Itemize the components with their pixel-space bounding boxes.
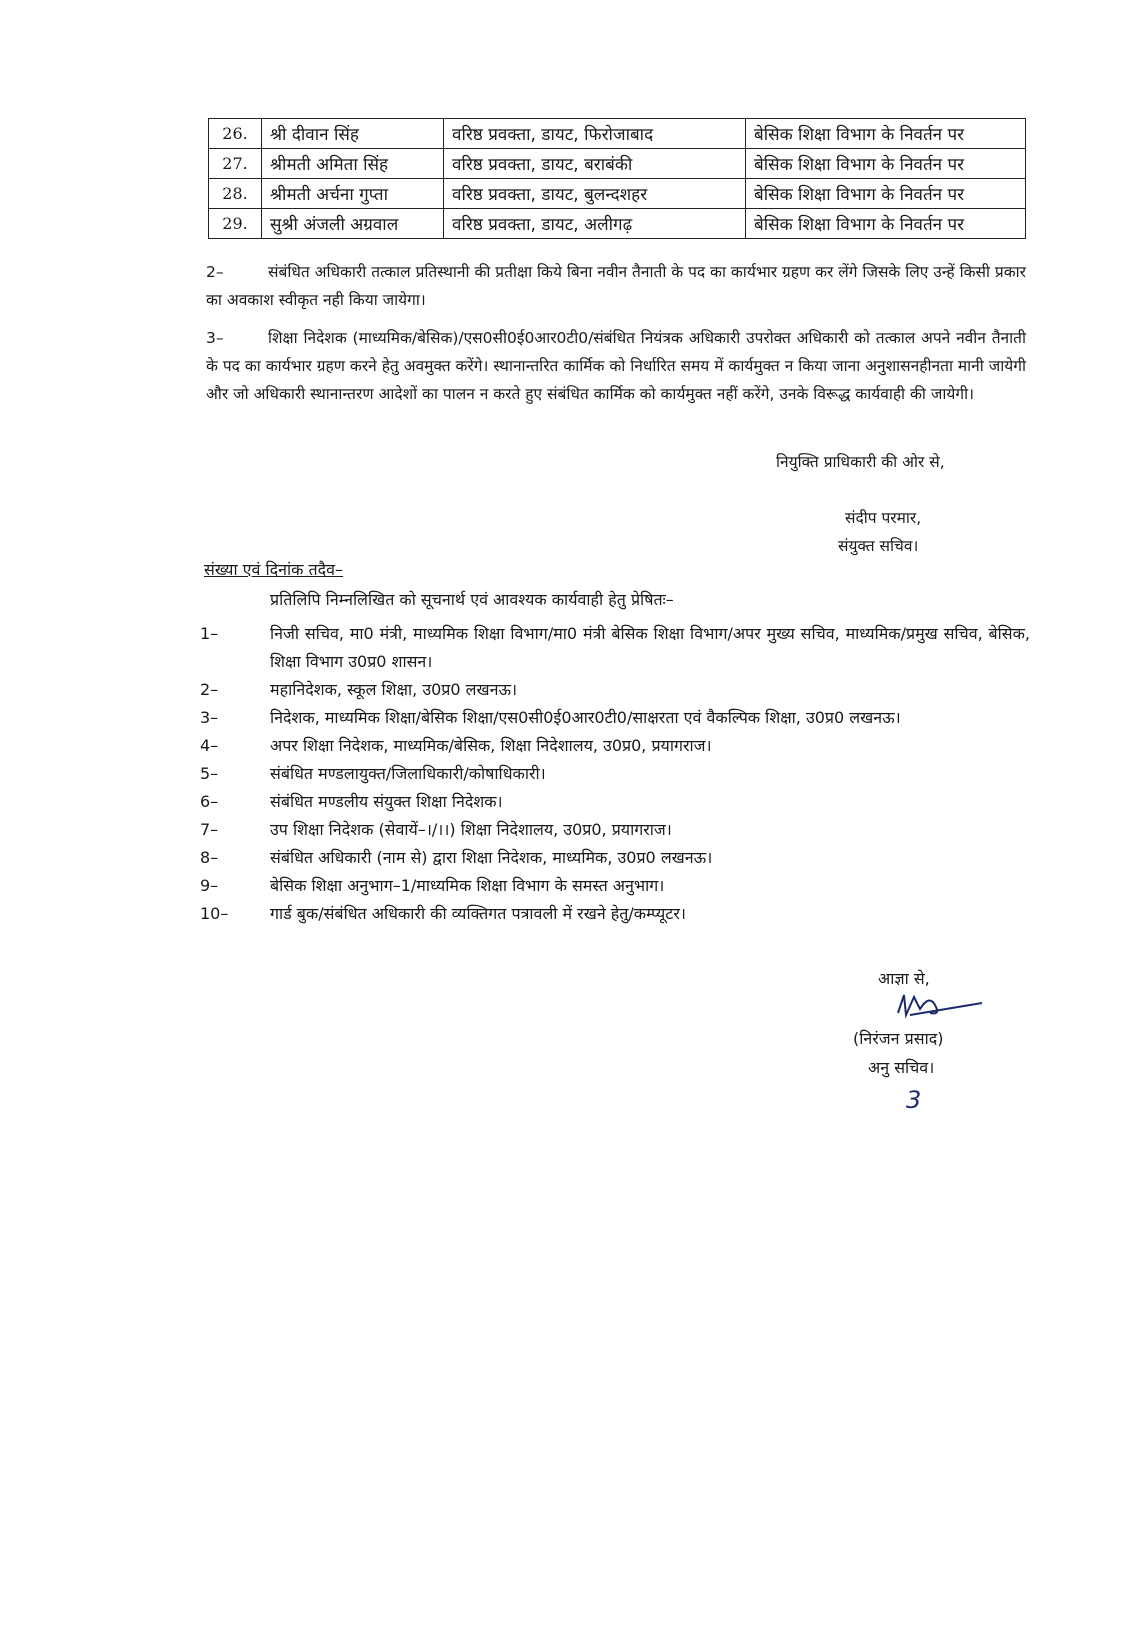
paragraph-3-text: शिक्षा निदेशक (माध्यमिक/बेसिक)/एस0सी0ई0आर0टी0/संबंधित नियंत्रक अधिकारी उपरोक्त अधिकारी को तत्काल अपने नवीन तैनाती के पद का कार्यभार ग्रहण करने हेतु अवमुक्त करेंगे। स्थानान्तरित कार्मिक को निर्धारित समय में कार्यमुक्त न किया जाना अनुशासनहीनता मानी जायेगी और जो अधिकारी स्थानान्तरण आदेशों का पालन न करते हुए संबंधित कार्मिक को कार्यमुक्त नहीं करेंगे, उनके विरूद्ध कार्यवाही की जायेगी। (206, 329, 1026, 403)
remark: बेसिक शिक्षा विभाग के निवर्तन पर (746, 149, 1026, 179)
signatory-name: संदीप परमार, (845, 509, 922, 527)
list-item (200, 760, 1030, 788)
list-item-number: 8– (200, 848, 219, 867)
paragraph-2-text: संबंधित अधिकारी तत्काल प्रतिस्थानी की प्रतीक्षा किये बिना नवीन तैनाती के पद का कार्यभार ग्रहण कर लेंगे जिसके लिए उन्हें किसी प्रकार का अवकाश स्वीकृत नही किया जायेगा। (206, 263, 1026, 309)
list-item-number: 1– (200, 624, 219, 643)
list-item-text: उप शिक्षा निदेशक (सेवायें–।/।।) शिक्षा निदेशालय, उ0प्र0, प्रयागराज। (270, 820, 672, 839)
authority-line: नियुक्ति प्राधिकारी की ओर से, (776, 453, 945, 471)
remark: बेसिक शिक्षा विभाग के निवर्तन पर (746, 179, 1026, 209)
list-item (200, 732, 1030, 760)
table-row (209, 149, 1026, 179)
employee-name: सुश्री अंजली अग्रवाल (262, 209, 444, 239)
list-item-number: 6– (200, 792, 219, 811)
paragraph-3 (206, 324, 1026, 408)
list-item-number: 7– (200, 820, 219, 839)
paragraph-2 (206, 258, 1026, 314)
list-item-text: गार्ड बुक/संबंधित अधिकारी की व्यक्तिगत पत्रावली में रखने हेतु/कम्प्यूटर। (270, 904, 686, 923)
list-item (200, 900, 1030, 928)
list-item-text: अपर शिक्षा निदेशक, माध्यमिक/बेसिक, शिक्षा निदेशालय, उ0प्र0, प्रयागराज। (270, 736, 712, 755)
paragraph-3-number: 3– (206, 329, 224, 347)
employee-name: श्रीमती अमिता सिंह (262, 149, 444, 179)
list-item-number: 3– (200, 708, 219, 727)
list-item (200, 620, 1030, 676)
list-item-text: महानिदेशक, स्कूल शिक्षा, उ0प्र0 लखनऊ। (270, 680, 518, 699)
employee-name: श्री दीवान सिंह (262, 119, 444, 149)
remark: बेसिक शिक्षा विभाग के निवर्तन पर (746, 209, 1026, 239)
list-item-text: संबंधित अधिकारी (नाम से) द्वारा शिक्षा निदेशक, माध्यमिक, उ0प्र0 लखनऊ। (270, 848, 713, 867)
employee-post: वरिष्ठ प्रवक्ता, डायट, अलीगढ़ (444, 209, 746, 239)
list-item (200, 844, 1030, 872)
undersecretary-designation: अनु सचिव। (868, 1058, 935, 1077)
row-number: 28. (209, 179, 262, 209)
list-item-number: 9– (200, 876, 219, 895)
list-item-text: बेसिक शिक्षा अनुभाग–1/माध्यमिक शिक्षा विभाग के समस्त अनुभाग। (270, 876, 665, 895)
list-item-text: संबंधित मण्डलायुक्त/जिलाधिकारी/कोषाधिकारी। (270, 764, 546, 783)
remark: बेसिक शिक्षा विभाग के निवर्तन पर (746, 119, 1026, 149)
list-item-text: संबंधित मण्डलीय संयुक्त शिक्षा निदेशक। (270, 792, 503, 811)
page-number-mark: 3 (906, 1086, 922, 1114)
employee-name: श्रीमती अर्चना गुप्ता (262, 179, 444, 209)
list-item-number: 2– (200, 680, 219, 699)
row-number: 29. (209, 209, 262, 239)
list-item (200, 872, 1030, 900)
list-item-number: 4– (200, 736, 219, 755)
row-number: 27. (209, 149, 262, 179)
order-line: आज्ञा से, (878, 969, 930, 988)
copy-list (200, 620, 1030, 928)
list-item-number: 10– (200, 904, 229, 923)
list-item (200, 788, 1030, 816)
employee-post: वरिष्ठ प्रवक्ता, डायट, फिरोजाबाद (444, 119, 746, 149)
row-number: 26. (209, 119, 262, 149)
employee-post: वरिष्ठ प्रवक्ता, डायट, बराबंकी (444, 149, 746, 179)
signatory-designation: संयुक्त सचिव। (838, 537, 919, 555)
undersecretary-name: (निरंजन प्रसाद) (853, 1029, 944, 1048)
list-item-text: निदेशक, माध्यमिक शिक्षा/बेसिक शिक्षा/एस0सी0ई0आर0टी0/साक्षरता एवं वैकल्पिक शिक्षा, उ0प्र0 लखनऊ। (270, 708, 901, 727)
list-item (200, 676, 1030, 704)
table-row (209, 209, 1026, 239)
handwritten-signature (890, 985, 990, 1025)
table-row (209, 119, 1026, 149)
list-item-number: 5– (200, 764, 219, 783)
list-item (200, 704, 1030, 732)
transfer-table (208, 118, 1026, 239)
copy-heading: संख्या एवं दिनांक तदैव– (204, 560, 344, 579)
paragraph-2-number: 2– (206, 263, 224, 281)
copy-intro: प्रतिलिपि निम्नलिखित को सूचनार्थ एवं आवश्यक कार्यवाही हेतु प्रेषितः– (270, 590, 674, 609)
table-row (209, 179, 1026, 209)
list-item-text: निजी सचिव, मा0 मंत्री, माध्यमिक शिक्षा विभाग/मा0 मंत्री बेसिक शिक्षा विभाग/अपर मुख्य सचिव, माध्यमिक/प्रमुख सचिव, बेसिक, शिक्षा विभाग उ0प्र0 शासन। (270, 624, 1030, 671)
list-item (200, 816, 1030, 844)
employee-post: वरिष्ठ प्रवक्ता, डायट, बुलन्दशहर (444, 179, 746, 209)
